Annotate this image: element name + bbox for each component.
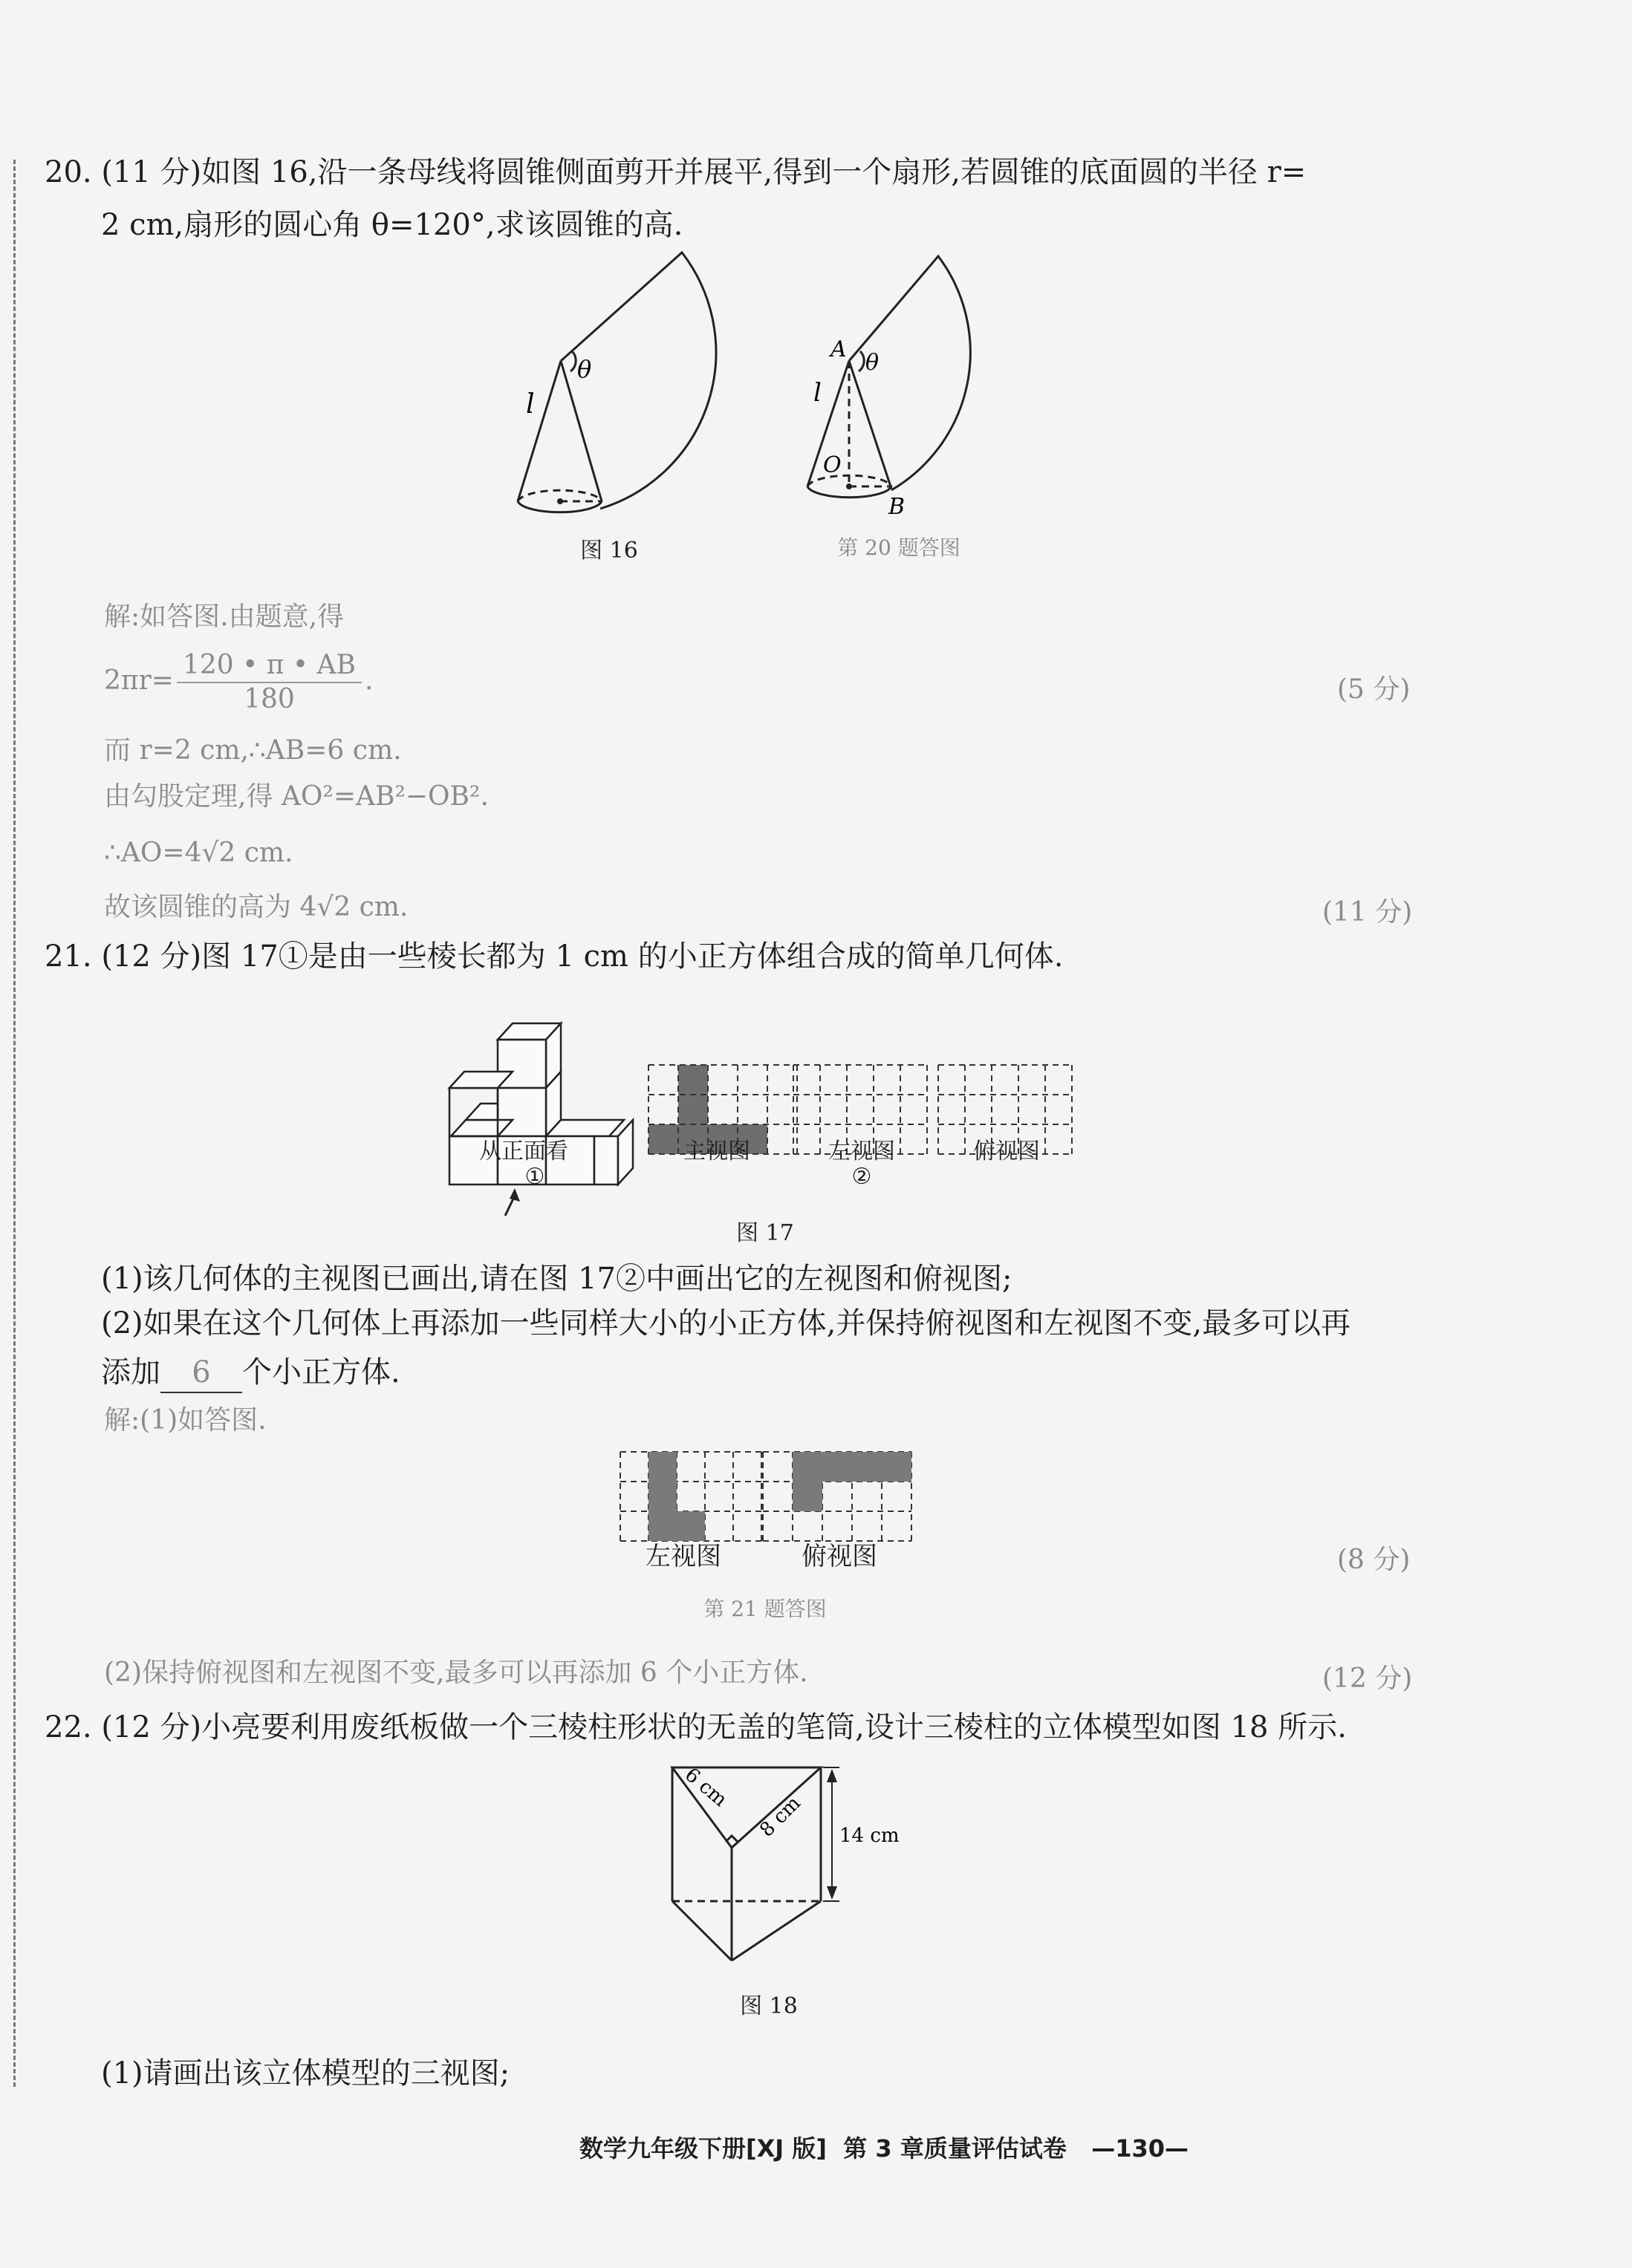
- fig16-caption: 图 16: [580, 538, 638, 564]
- footer-book: 数学九年级下册[XJ 版]: [579, 2134, 827, 2163]
- ans21-caption: 第 21 题答图: [703, 1597, 827, 1621]
- q21-solution-l2: (2)保持俯视图和左视图不变,最多可以再添加 6 个小正方体.: [104, 1658, 808, 1688]
- q20-solution-l5: ∴AO=4√2 cm.: [104, 838, 293, 868]
- answer-blank: 6: [160, 1353, 242, 1393]
- fig18-dim-14cm: 14 cm: [839, 1825, 900, 1847]
- fraction-numerator: 120 • π • AB: [177, 649, 362, 683]
- ans20-label-l: l: [813, 378, 822, 408]
- fig17-left-view-label: 左视图: [828, 1138, 895, 1164]
- fig18-caption: 图 18: [740, 1993, 798, 2019]
- footer: [579, 2130, 1189, 2164]
- fig17-top-view-label: 俯视图: [973, 1138, 1040, 1164]
- fig16-label-l: l: [526, 389, 535, 420]
- q21-score-8: (8 分): [1337, 1545, 1411, 1575]
- fraction-denominator: 180: [244, 684, 295, 714]
- ans21-top-view-fill: [793, 1452, 911, 1511]
- ans20-label-B: B: [888, 494, 906, 520]
- fig18-dim-6cm: 6 cm: [680, 1763, 732, 1811]
- fig17-mark-1: ①: [524, 1164, 545, 1190]
- q20-solution-l3: 而 r=2 cm,∴AB=6 cm.: [104, 735, 402, 766]
- q20-solution-l1: 解:如答图.由题意,得: [104, 602, 345, 632]
- page-number: —130—: [1091, 2134, 1189, 2163]
- q20-solution-l4: 由勾股定理,得 AO²=AB²−OB².: [104, 781, 489, 812]
- fig17-main-view-label: 主视图: [683, 1138, 750, 1164]
- q21-solution-l1: 解:(1)如答图.: [104, 1405, 267, 1436]
- fig18-prism: [672, 1767, 839, 1961]
- q22-part1: (1)请画出该立体模型的三视图;: [101, 2056, 510, 2091]
- ans20-label-O: O: [823, 452, 842, 478]
- q20-score-11: (11 分): [1322, 897, 1413, 928]
- fig17-mark-2: ②: [851, 1164, 872, 1190]
- q20-solution-l6: 故该圆锥的高为 4√2 cm.: [104, 892, 409, 922]
- q21-line1: 21. (12 分)图 17①是由一些棱长都为 1 cm 的小正方体组合成的简单几何体.: [45, 939, 1064, 974]
- ans21-left-view-label: 左视图: [646, 1542, 721, 1571]
- fig18-dim-8cm: 8 cm: [755, 1792, 805, 1842]
- q20-line2: 2 cm,扇形的圆心角 θ=120°,求该圆锥的高.: [101, 208, 683, 242]
- ans21-top-view-label: 俯视图: [802, 1542, 877, 1571]
- q22-line1: 22. (12 分)小亮要利用废纸板做一个三棱柱形状的无盖的笔筒,设计三棱柱的立体模型如图 18 所示.: [45, 1710, 1347, 1744]
- q21-score-12: (12 分): [1322, 1663, 1413, 1694]
- fig17-caption: 图 17: [736, 1220, 794, 1246]
- q21-part1: (1)该几何体的主视图已画出,请在图 17②中画出它的左视图和俯视图;: [101, 1262, 1012, 1296]
- ans20-label-theta: θ: [865, 350, 880, 376]
- q20-score-5: (5 分): [1337, 674, 1411, 705]
- q20-solution-l2: 2πr= $\frac{120 • \pi • AB}{180}$ .: [104, 650, 374, 714]
- q20-line1: 20. (11 分)如图 16,沿一条母线将圆锥侧面剪开并展平,得到一个扇形,若圆锥的底面圆的半径 r=: [45, 155, 1307, 189]
- q21-part2-line2: 添加 6 个小正方体.: [101, 1353, 400, 1393]
- ans20-cone-side-right: [849, 361, 891, 489]
- footer-chapter: 第 3 章质量评估试卷: [843, 2134, 1067, 2163]
- ans20-caption: 第 20 题答图: [837, 535, 960, 560]
- fig16-cone-side-left: [518, 361, 561, 501]
- q21-part2-line1: (2)如果在这个几何体上再添加一些同样大小的小正方体,并保持俯视图和左视图不变,最多可以再: [101, 1306, 1351, 1340]
- ans20-label-A: A: [830, 336, 847, 362]
- fig16-label-theta: θ: [577, 355, 592, 383]
- fig17-front-label: 从正面看: [479, 1138, 568, 1164]
- ans21-left-view-fill: [648, 1452, 705, 1541]
